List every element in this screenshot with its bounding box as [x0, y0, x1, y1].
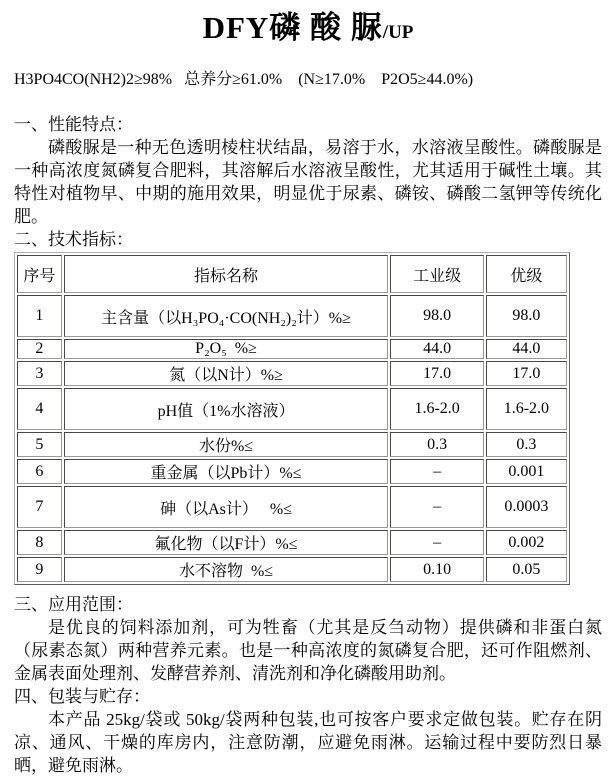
- cell-premium: 1.6-2.0: [486, 388, 567, 430]
- cell-name: 主含量（以H₃PO₄·CO(NH₂)₂计）%≥: [64, 295, 389, 337]
- cell-industrial: 1.6-2.0: [390, 388, 483, 430]
- table-row: [17, 361, 567, 386]
- page-title-suffix: /UP: [382, 22, 414, 43]
- table-row: [17, 530, 567, 555]
- cell-industrial: –: [390, 459, 483, 484]
- section-body-packaging: 本产品 25kg/袋或 50kg/袋两种包装,也可按客户要求定做包装。贮存在阴凉、通风、干燥的库房内，注意防潮，应避免雨淋。运输过程中要防烈日暴晒，避免雨淋。: [14, 710, 602, 775]
- table-row: [17, 459, 567, 484]
- col-header-industrial: 工业级: [390, 255, 483, 293]
- table-row: [17, 295, 567, 337]
- cell-premium: 0.05: [486, 557, 567, 582]
- cell-industrial: 98.0: [390, 295, 483, 337]
- spec-table-header-row: [17, 255, 567, 293]
- table-row: [17, 486, 567, 528]
- cell-name: 砷（以As计） %≤: [64, 486, 389, 528]
- cell-industrial: 44.0: [390, 339, 483, 359]
- section-heading-specs: 二、技术指标：: [14, 230, 133, 249]
- table-row: [17, 432, 567, 457]
- cell-premium: 44.0: [486, 339, 567, 359]
- cell-name: 水不溶物 %≤: [64, 557, 389, 582]
- section-heading-application: 三、应用范围：: [14, 595, 133, 614]
- page-title-main: DFY磷 酸 脲: [202, 10, 383, 45]
- cell-name: pH值（1%水溶液）: [64, 388, 389, 430]
- spec-table: [14, 252, 570, 585]
- cell-premium: 0.0003: [486, 486, 567, 528]
- table-row: [17, 388, 567, 430]
- cell-no: 5: [17, 432, 62, 457]
- cell-no: 4: [17, 388, 62, 430]
- cell-premium: 0.002: [486, 530, 567, 555]
- cell-name: 氟化物（以F计）%≤: [64, 530, 389, 555]
- table-row: [17, 557, 567, 582]
- cell-industrial: 0.10: [390, 557, 483, 582]
- cell-industrial: –: [390, 530, 483, 555]
- cell-no: 7: [17, 486, 62, 528]
- cell-name: 氮（以N计）%≥: [64, 361, 389, 386]
- col-header-no: 序号: [17, 255, 62, 293]
- col-header-name: 指标名称: [64, 255, 389, 293]
- section-heading-performance: 一、性能特点：: [14, 115, 133, 134]
- cell-no: 1: [17, 295, 62, 337]
- cell-name: P₂O₅ %≥: [64, 339, 389, 359]
- section-body-application: 是优良的饲料添加剂，可为牲畜（尤其是反刍动物）提供磷和非蛋白氮（尿素态氮）两种营养元素。也是一种高浓度的氮磷复合肥，还可作阻燃剂、金属表面处理剂、发酵营养剂、清洗剂和净化磷酸用助剂。: [14, 618, 602, 683]
- cell-no: 9: [17, 557, 62, 582]
- table-row: [17, 339, 567, 359]
- cell-no: 8: [17, 530, 62, 555]
- cell-premium: 98.0: [486, 295, 567, 337]
- cell-premium: 17.0: [486, 361, 567, 386]
- section-body-performance: 磷酸脲是一种无色透明棱柱状结晶，易溶于水，水溶液呈酸性。磷酸脲是一种高浓度氮磷复合肥料，其溶解后水溶液呈酸性，尤其适用于碱性土壤。其特性对植物早、中期的施用效果，明显优于尿素、磷铵、磷酸二氢钾等传统化肥。: [14, 138, 602, 226]
- cell-premium: 0.3: [486, 432, 567, 457]
- cell-premium: 0.001: [486, 459, 567, 484]
- cell-no: 6: [17, 459, 62, 484]
- section-heading-packaging: 四、包装与贮存：: [14, 687, 150, 706]
- cell-no: 3: [17, 361, 62, 386]
- cell-no: 2: [17, 339, 62, 359]
- cell-name: 重金属（以Pb计）%≤: [64, 459, 389, 484]
- cell-industrial: 0.3: [390, 432, 483, 457]
- cell-industrial: –: [390, 486, 483, 528]
- formula-line: H3PO4CO(NH2)2≥98% 总养分≥61.0% (N≥17.0% P2O5≥44.0%): [14, 71, 474, 88]
- cell-name: 水份%≤: [64, 432, 389, 457]
- col-header-premium: 优级: [486, 255, 567, 293]
- cell-industrial: 17.0: [390, 361, 483, 386]
- page-title: [14, 8, 602, 53]
